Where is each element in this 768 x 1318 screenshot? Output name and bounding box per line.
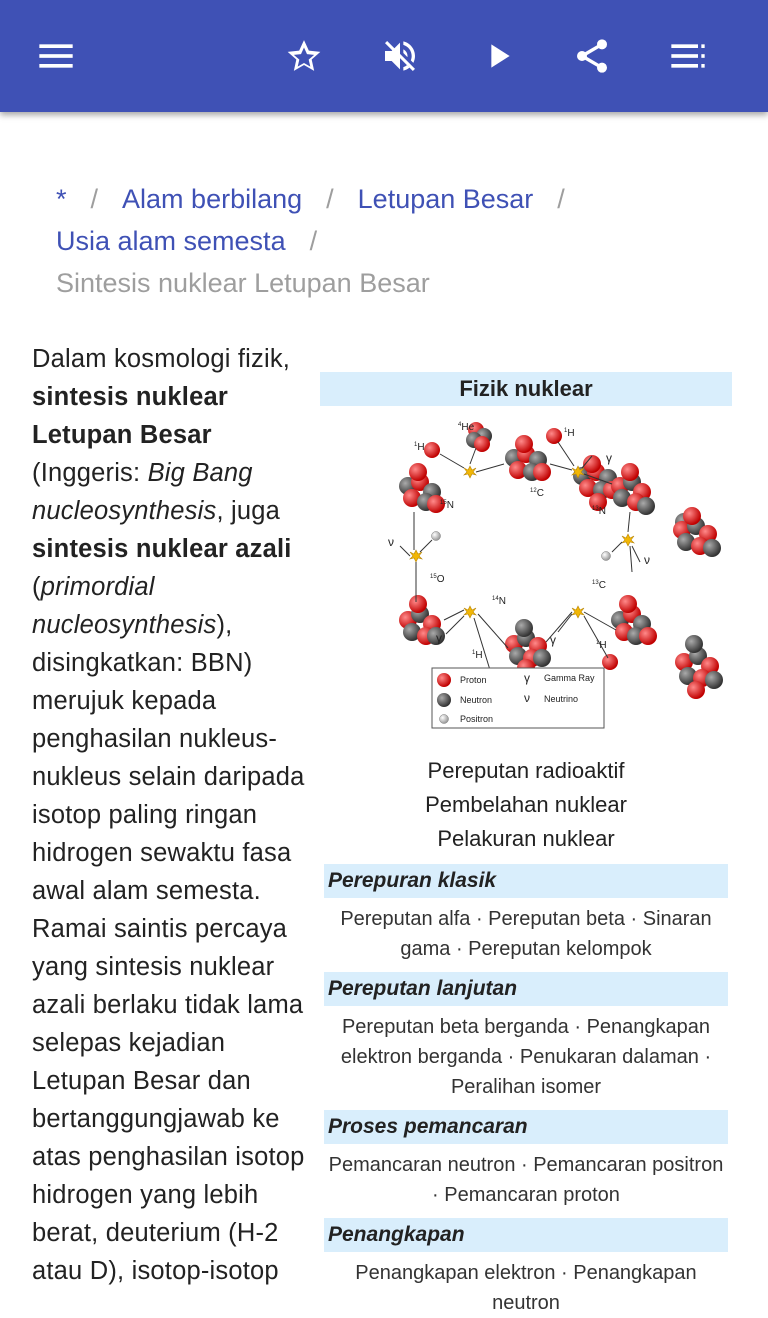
bold-term: sintesis nuklear azali [32,535,292,563]
breadcrumb-separator: / [309,226,318,256]
text-run: Dalam kosmologi fizik, [32,345,291,373]
proton-particle [546,428,562,444]
legend-gamma-symbol: γ [524,671,530,685]
breadcrumb-item-age-of-universe[interactable]: Usia alam semesta [56,226,286,256]
section-body[interactable]: Pereputan beta berganda · Penangkapan elektron berganda · Penukaran dalaman · Peralihan isomer [340,1016,712,1098]
text-run: (Inggeris: [32,459,148,487]
label-h: $^1$H [596,640,607,651]
section-heading: Proses pemancaran [324,1110,728,1144]
label-o15: $^{15}$O [430,574,445,585]
article-paragraph [32,340,322,1290]
label-h: $^1$H [564,428,575,439]
label-h: $^1$H [414,442,425,453]
app-bar [0,0,768,112]
mute-icon [380,36,420,76]
breadcrumb-separator: / [90,184,99,214]
legend-nu-symbol: ν [524,691,530,705]
section-heading: Perepuran klasik [324,864,728,898]
breadcrumb-item-multiverse[interactable]: Alam berbilang [122,184,303,214]
play-icon [478,36,518,76]
italic-term: Big Bang nucleosynthesis [32,459,253,525]
infobox [320,372,732,1318]
link-nuclear-fission[interactable]: Pembelahan nuklear [425,792,627,817]
proton-particle [424,442,440,458]
label-c13: $^{13}$C [592,580,606,591]
contents-button[interactable] [660,28,716,84]
italic-term: primordial nucleosynthesis [32,573,217,639]
label-n13: $^{13}$N [592,506,606,517]
legend-gamma-ray: Gamma Ray [544,673,595,683]
infobox-links [320,754,732,856]
mute-button[interactable] [372,28,428,84]
nucleus-c13-main [611,595,657,645]
link-nuclear-fusion[interactable]: Pelakuran nuklear [437,826,615,851]
breadcrumb [56,178,736,304]
bold-term: sintesis nuklear Letupan Besar [32,383,228,449]
section-body[interactable]: Penangkapan elektron · Penangkapan neutron [355,1262,697,1314]
label-nu: ν [644,553,650,567]
menu-button[interactable] [28,28,84,84]
legend-proton: Proton [460,675,487,685]
label-n14: $^{14}$N [492,596,506,607]
label-h: $^1$H [472,650,483,661]
section-heading: Penangkapan [324,1218,728,1252]
cno-cycle-diagram [386,412,666,732]
infobox-title: Fizik nuklear [320,372,732,406]
list-icon [668,36,708,76]
label-gamma: γ [606,451,612,465]
label-gamma: γ [436,631,442,645]
label-he: $^4$He [458,422,475,433]
nucleus-n15-main [399,463,445,513]
share-icon [572,36,612,76]
positron-particle [602,552,611,561]
legend-neutron: Neutron [460,695,493,705]
diagram-legend [432,668,604,728]
text-run: , juga [216,497,281,525]
breadcrumb-item-home[interactable]: * [56,184,67,214]
section-body[interactable]: Pemancaran neutron · Pemancaran positron · Pemancaran proton [328,1154,724,1206]
breadcrumb-separator: / [557,184,565,214]
breadcrumb-current: Sintesis nuklear Letupan Besar [56,268,430,298]
star-icon [284,36,324,76]
text-run: ), disingkatkan: BBN) merujuk kepada penghasilan nukleus-nukleus selain daripada isotop paling ringan hidrogen sewaktu fasa awal alam semesta. Ramai saintis percaya yang sintesis nuklear azali berlaku tidak lama selepas kejadian Letupan Besar dan bertanggungjawab ke atas penghasilan isotop hidrogen yang lebih berat, deuterium (H-2 atau D), isotop-isotop [32,611,305,1285]
menu-icon [36,36,76,76]
nucleus-c12-main [505,435,551,481]
play-button[interactable] [470,28,526,84]
label-n15: $^{15}$N [440,500,454,511]
positron-particle [432,532,441,541]
share-button[interactable] [564,28,620,84]
link-radioactive-decay[interactable]: Pereputan radioaktif [427,758,625,783]
nucleus-n13 [673,507,721,557]
label-nu: ν [388,535,394,549]
breadcrumb-separator: / [326,184,334,214]
breadcrumb-item-big-bang[interactable]: Letupan Besar [357,184,534,214]
legend-neutrino: Neutrino [544,694,579,704]
label-c12: $^{12}$C [530,488,544,499]
section-body[interactable]: Pereputan alfa · Pereputan beta · Sinaran gama · Pereputan kelompok [340,908,712,960]
legend-positron: Positron [460,714,494,724]
label-gamma: γ [550,633,556,647]
bookmark-button[interactable] [276,28,332,84]
nucleus-n13-main [611,463,655,515]
nucleus-c13 [675,635,723,699]
text-run: ( [32,573,41,601]
section-heading: Pereputan lanjutan [324,972,728,1006]
